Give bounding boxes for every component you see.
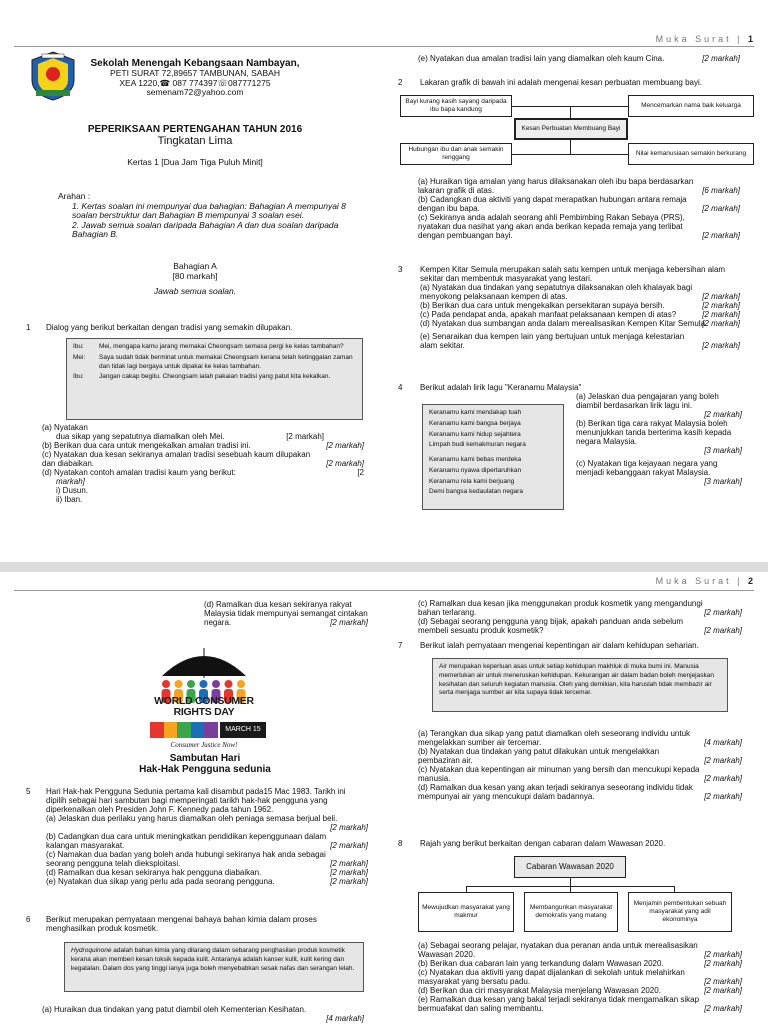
q6-a (42, 1006, 364, 1024)
q5-b-marks: [2 markah] (330, 840, 368, 850)
q7-a-marks: [4 markah] (704, 737, 742, 747)
poster-title-line1: WORLD CONSUMER (154, 695, 254, 707)
person-icon (175, 680, 183, 688)
dialog-speaker: Ibu: (73, 373, 84, 381)
q1-number: 1 (26, 323, 31, 332)
q1-c-marks: [2 markah] (326, 458, 364, 468)
q3-stem: Kempen Kitar Semula merupakan salah satu kempen untuk menjaga kebersihan alam sekitar dan membentuk masyarakat yang lestari. (420, 265, 726, 283)
lyric-line: Keranamu kami mendakap tuah (429, 409, 522, 416)
q2-box-bottom-left: Hubungan ibu dan anak semakin renggang (400, 143, 512, 165)
q7-number: 7 (398, 641, 403, 650)
poster-top-text: consumer protection (181, 643, 227, 649)
page-header-label: Muka Surat (655, 576, 732, 586)
header-rule (14, 46, 754, 47)
q6-cont (418, 600, 742, 636)
person-icon (200, 680, 208, 688)
q1-e-text: (e) Nyatakan dua amalan tradisi lain yang diamalkan oleh kaum Cina. (418, 54, 665, 63)
q7-parts (418, 730, 742, 802)
instructions (58, 192, 363, 240)
page-separator (0, 562, 768, 572)
instructions-head: Arahan : (58, 191, 91, 201)
dialog-line (73, 373, 356, 382)
q8-box-1: Mewujudkan masyarakat yang makmur (418, 892, 514, 932)
q8-box-3: Menjamin pembentukan sebuah masyarakat yang adil ekonominya (628, 892, 732, 932)
poster-title (138, 696, 270, 718)
q5-a: (a) Jelaskan dua perilaku yang harus diamalkan oleh peniaga semasa berjual beli. (46, 813, 338, 823)
school-email: semenam72@yahoo.com (146, 87, 244, 98)
q3-d-text: (d) Nyatakan dua sumbangan anda dalam merealisasikan Kempen Kitar Semula. (420, 318, 708, 328)
dialog-line (73, 343, 356, 352)
q7-stem: Berikut ialah pernyataan mengenai kepentingan air dalam kehidupan seharian. (420, 641, 699, 650)
q4-stem: Berikut adalah lirik lagu "Keranamu Malaysia" (420, 383, 582, 392)
q7-d-marks: [2 markah] (704, 791, 742, 801)
q2-c (418, 214, 740, 241)
q2-connector-bottom (512, 154, 628, 155)
q1-e (418, 55, 740, 64)
exam-level: Tingkatan Lima (157, 135, 233, 148)
page-header: Muka Surat | 1 (655, 34, 754, 44)
q5-e (46, 878, 368, 887)
lyric-line: Keranamu kami bebas merdeka (429, 456, 522, 464)
q4-d-marks: [2 markah] (330, 617, 368, 627)
q4-number: 4 (398, 383, 403, 392)
q2-a (418, 178, 740, 196)
q2-connector-up (570, 106, 571, 118)
q7-c (418, 766, 742, 784)
page-2 (0, 572, 768, 1024)
q7-a (418, 730, 742, 748)
q8-parts (418, 942, 742, 1014)
q8-e-text: (e) Ramalkan dua kesan yang bakal terjadi sekiranya tidak mengamalkan sikap bermuafakat dan saling membantu. (418, 994, 700, 1013)
page-header: Muka Surat | 2 (655, 576, 754, 586)
q1-a-marks: [2 markah] (286, 431, 324, 441)
exam-paper: Kertas 1 [Dua Jam Tiga Puluh Minit] (127, 156, 263, 167)
q2-a-marks: [6 markah] (702, 185, 740, 195)
q3-b-text: (b) Berikan dua cara untuk mengekalkan persekitaran supaya bersih. (420, 300, 665, 310)
school-block (80, 58, 310, 98)
q6-d (418, 618, 742, 636)
color-stripe (164, 722, 178, 738)
q1-c (42, 451, 364, 469)
q6-d-text: (d) Sebagai seorang pengguna yang bijak, apakah panduan anda sebelum membeli sesuatu produk kosmetik? (418, 616, 684, 635)
q8-d-text: (d) Berikan dua ciri masyarakat Malaysia menjelang Wawasan 2020. (418, 985, 661, 995)
q3-c-marks: [2 markah] (702, 309, 740, 319)
q2-box-bottom-right: Nilai kemanusiaan semakin berkurang (628, 143, 754, 165)
q5-d-text: (d) Ramalkan dua kesan sekiranya hak pengguna diabaikan. (46, 867, 262, 877)
school-name: Sekolah Menengah Kebangsaan Nambayan, (90, 58, 300, 69)
q2-b (418, 196, 740, 214)
q1-a-text: dua sikap yang sepatutnya diamalkan oleh Mei. (56, 431, 225, 441)
q6-box-text: adalah bahan kimia yang dilarang dalam sebarang penghasilan produk kosmetik kerana akan memberi kesan toksik kepada kulit. Antaranya adalah kanser kulit, kulit kering dan kegatalan. Dalam dos yang tinggi ianya juga boleh menyebabkan sesak nafas dan serangan lelah. (71, 947, 355, 972)
q4-a: (a) Jelaskan dua pengajaran yang boleh diambil berdasarkan lirik lagu ini. (576, 392, 719, 410)
color-stripe (204, 722, 218, 738)
q8-connector-stem (570, 878, 571, 886)
q7-c-text: (c) Nyatakan dua kepentingan air minuman yang bersih dan mencukupi kepada manusia. (418, 764, 700, 783)
q8-box-top: Cabaran Wawasan 2020 (514, 856, 626, 878)
q4-d (204, 601, 368, 628)
section-a (40, 262, 350, 297)
q7-d-text: (d) Ramalkan dua kesan yang akan terjadi sekiranya seseorang individu tidak mempunyai air yang mencukupi dalam badannya. (418, 782, 693, 801)
q6-c (418, 600, 742, 618)
q2-number: 2 (398, 78, 403, 87)
section-name: Bahagian A (173, 261, 217, 271)
dialog-speaker: Mei: (73, 353, 86, 361)
poster-tagline: Consumer Justice Now! (170, 741, 238, 749)
q4-parts (576, 393, 742, 487)
q4-c: (c) Nyatakan tiga kejayaan negara yang menjadi kebanggaan rakyat Malaysia. (576, 458, 718, 477)
header-rule (14, 590, 754, 591)
q7-b (418, 748, 742, 766)
caption-line1: Sambutan Hari (169, 753, 241, 764)
q2-stem: Lakaran grafik di bawah ini adalah mengenai kesan perbuatan membuang bayi. (420, 78, 702, 87)
q3-a-text: (a) Nyatakan dua tindakan yang sepatutnya dilaksanakan oleh khalayak bagi menyokong pelaksanaan kempen di atas. (420, 282, 693, 301)
q3-d (420, 320, 740, 329)
q3-b-marks: [2 markah] (702, 300, 740, 310)
q8-b-marks: [2 markah] (704, 958, 742, 968)
q3-e (420, 333, 740, 351)
poster-caption (120, 753, 290, 775)
q8-a-marks: [2 markah] (704, 949, 742, 959)
q8-a-text: (a) Sebagai seorang pelajar, nyatakan dua peranan anda untuk merealisasikan Wawasan 2020. (418, 941, 698, 959)
dialog-line (73, 354, 356, 372)
person-icon (225, 680, 233, 688)
q2-box-top-left: Bayi kurang kasih sayang daripada ibu bapa kandung (400, 95, 512, 117)
q7-box: Air merupakan keperluan asas untuk setiap kehidupan makhluk di muka bumi ini. Manusia memerlukan air untuk meneruskan kehidupan. Kekurangan air dalam badan boleh menjejaskan kesihatan dan seluruh kegiatan manusia. Oleh yang demikian, kita haruslah tidak membazir air serta menjaga sumber air kita supaya tidak tercemar. (432, 658, 728, 712)
q1-dialog-box (66, 338, 363, 420)
exam-title-block (40, 124, 350, 167)
q6-number: 6 (26, 915, 31, 924)
q6-c-text: (c) Ramalkan dua kesan jika menggunakan produk kosmetik yang mengandungi bahan terlarang. (418, 599, 703, 617)
q1-a: (a) Nyatakan (42, 423, 88, 432)
person-icon (237, 680, 245, 688)
instruction-2: 2. Jawab semua soalan daripada Bahagian A dan dua soalan daripada Bahagian B. (72, 219, 339, 240)
q1-d (42, 469, 364, 478)
q1-c-text: (c) Nyatakan dua kesan sekiranya amalan tradisi sesebuah kaum dilupakan dan diabaikan. (42, 449, 311, 468)
q6-box (64, 942, 364, 992)
q2-connector-down (570, 140, 571, 154)
q1-d-ii: ii) Iban. (56, 494, 83, 504)
q2-parts (418, 178, 740, 241)
dialog-text: Jangan cakap begitu. Cheongsam ialah pakaian tradisi yang patut kita kekalkan. (99, 373, 331, 381)
q3-e-marks: [2 markah] (702, 340, 740, 350)
lyric-line: Keranamu kami hidup sejahtera (429, 430, 521, 438)
section-marks: [80 markah] (172, 270, 218, 281)
q5-number: 5 (26, 787, 31, 796)
q4-b-marks: [3 markah] (704, 445, 742, 455)
q5-c-text: (c) Namakan dua badan yang boleh anda hubungi sekiranya hak anda sebagai seorang pengguna telah dieksploitasi. (46, 849, 326, 868)
q4-a-marks: [2 markah] (704, 409, 742, 419)
color-stripe (191, 722, 205, 738)
lyric-line: Demi bangsa kedaulatan negara (429, 488, 523, 496)
q1-e-marks: [2 markah] (702, 54, 740, 63)
q2-a-text: (a) Huraikan tiga amalan yang harus dilaksanakan oleh ibu bapa berdasarkan lakaran grafik di atas. (418, 177, 694, 195)
q6-c-marks: [2 markah] (704, 607, 742, 617)
q1-d-marks: [2 (357, 467, 364, 477)
q8-c-text: (c) Nyatakan dua aktiviti yang dapat dijalankan di sekolah untuk melahirkan masyarakat yang bersatu padu. (418, 967, 685, 986)
q6-stem: Berikut merupakan pernyataan mengenai bahaya bahan kimia dalam proses menghasilkan produk kosmetik. (46, 915, 317, 933)
school-crest-icon (30, 50, 76, 102)
q2-c-marks: [2 markah] (702, 230, 740, 240)
lyric-line: Keranamu kami bangsa berjaya (429, 419, 521, 427)
q4-b: (b) Berikan tiga cara rakyat Malaysia boleh menunjukkan tanda berterima kasih kepada negara Malaysia. (576, 418, 732, 446)
q2-b-text: (b) Cadangkan dua aktiviti yang dapat merapatkan hubungan antara remaja dengan ibu bapa. (418, 194, 687, 213)
q5-e-text: (e) Nyatakan dua sikap yang perlu ada pada seorang pengguna. (46, 876, 275, 886)
lyric-line: Keranamu rela kami berjuang (429, 477, 515, 485)
q5-block (46, 788, 368, 886)
q7-d (418, 784, 742, 802)
q5-a-marks: [2 markah] (330, 822, 368, 832)
q8-e (418, 996, 742, 1014)
q5-e-marks: [2 markah] (330, 876, 368, 886)
q5-b (46, 833, 368, 851)
section-instruction: Jawab semua soalan. (153, 286, 237, 297)
q6-box-keyword: Hydroquinone (71, 947, 112, 954)
q3-d-marks: [2 markah] (702, 318, 740, 328)
q8-d-marks: [2 markah] (704, 985, 742, 995)
q3-a-marks: [2 markah] (702, 291, 740, 301)
q6-d-marks: [2 markah] (704, 625, 742, 635)
q8-e-marks: [2 markah] (704, 1003, 742, 1013)
q3-c-text: (c) Pada pendapat anda, apakah manfaat pelaksanaan kempen di atas? (420, 309, 677, 319)
color-stripe (177, 722, 191, 738)
q1-stem: Dialog yang berikut berkaitan dengan tradisi yang semakin dilupakan. (46, 323, 293, 332)
person-icon (187, 680, 195, 688)
q5-b-text: (b) Cadangkan dua cara untuk meningkatkan pendidikan kepenggunaan dalam kalangan masyarakat. (46, 831, 327, 850)
q3-number: 3 (398, 265, 403, 274)
color-stripe (150, 722, 164, 738)
lyric-line: Keranamu nyawa dipertaruhkan (429, 466, 522, 474)
q3-e-text: (e) Senaraikan dua kempen lain yang bertujuan untuk menjaga kelestarian alam sekitar. (420, 331, 685, 350)
q5-stem: Hari Hak-hak Pengguna Sedunia pertama kali disambut pada15 Mac 1983. Tarikh ini dipilih sebagai hari sambutan bagi memperingati tarikh hak-hak pengguna yang diperkenalkan oleh Presiden John F. Kennedy pada tahun 1962. (46, 787, 346, 814)
q2-c-text: (c) Sekiranya anda adalah seorang ahli Pembimbing Rakan Sebaya (PRS), nyatakan dua nasihat yang akan anda berikan kepada remaja yang terlibat dengan pembuangan bayi. (418, 212, 685, 240)
dialog-speaker: Ibu: (73, 343, 84, 350)
page-number: 2 (747, 576, 754, 586)
q1-parts (42, 424, 364, 505)
q2-box-top-right: Mencemarkan nama baik keluarga (628, 95, 754, 117)
q5-c-marks: [2 markah] (330, 858, 368, 868)
dialog-text: Saya sudah tidak berminat untuk memakai Cheongsam kerana telah ketinggalan zaman dan tidak lagi bergaya untuk dipakai ke kelas tambahan. (99, 353, 353, 370)
q2-box-center: Kesan Perbuatan Membuang Bayi (514, 118, 628, 140)
poster-title-line2: RIGHTS DAY (173, 706, 235, 719)
q8-b-text: (b) Berikan dua cabaran lain yang terkandung dalam Wawasan 2020. (418, 958, 664, 968)
q1-d-marks-2: markah] (56, 476, 85, 486)
q4-c-marks: [3 markah] (704, 476, 742, 486)
q5-d-marks: [2 markah] (330, 867, 368, 877)
q7-c-marks: [2 markah] (704, 773, 742, 783)
poster-date: MARCH 15 (220, 722, 266, 738)
q6-a-text: (a) Huraikan dua tindakan yang patut diambil oleh Kementerian Kesihatan. (42, 1005, 307, 1014)
dialog-text: Mei, mengapa kamu jarang memakai Cheongsam semasa pergi ke kelas tambahan? (99, 343, 344, 350)
q8-a (418, 942, 742, 960)
q2-b-marks: [2 markah] (702, 203, 740, 213)
q8-stem: Rajah yang berikut berkaitan dengan cabaran dalam Wawasan 2020. (420, 839, 666, 848)
q8-c (418, 969, 742, 987)
q1-b-text: (b) Berikan dua cara untuk mengekalkan amalan tradisi ini. (42, 440, 251, 450)
person-icon (212, 680, 220, 688)
caption-line2: Hak-Hak Pengguna sedunia (139, 764, 271, 776)
instruction-1: 1. Kertas soalan ini mempunyai dua bahagian: Bahagian A mempunyai 8 soalan berstruktur dan Bahagian B mempunyai 3 soalan esei. (72, 200, 346, 221)
q3-block (420, 266, 740, 351)
q6-a-marks: [4 markah] (326, 1013, 364, 1023)
exam-title: PEPERIKSAAN PERTENGAHAN TAHUN 2016 (87, 124, 303, 135)
poster-color-stripes (150, 722, 218, 738)
q1-d-text: (d) Nyatakan contoh amalan tradisi kaum yang berikut: (42, 467, 236, 477)
school-address: PETI SURAT 72,89657 TAMBUNAN, SABAH (110, 68, 280, 79)
page-header-label: Muka Surat (655, 34, 732, 44)
lyric-line: Limpah budi kemakmuran negara (429, 441, 526, 449)
q7-b-text: (b) Nyatakan dua tindakan yang patut dilakukan untuk mengelakkan pembaziran air. (418, 746, 660, 765)
school-phone: XEA 1220,☎ 087 774397☏087771275 (119, 77, 271, 88)
q7-b-marks: [2 markah] (704, 755, 742, 765)
q8-number: 8 (398, 839, 403, 848)
q3-a (420, 284, 740, 302)
page-number: 1 (747, 34, 754, 44)
q8-c-marks: [2 markah] (704, 976, 742, 986)
q5-c (46, 851, 368, 869)
q4-d-text: (d) Ramalkan dua kesan sekiranya rakyat Malaysia tidak mempunyai semangat cintakan negara. (204, 600, 368, 627)
q7-a-text: (a) Terangkan dua sikap yang patut diamalkan oleh seseorang individu untuk mengelakkan sumber air tercemar. (418, 729, 691, 747)
q1-b-marks: [2 markah] (326, 440, 364, 450)
q8-box-2: Membangunkan masyarakat demokratis yang matang (524, 892, 618, 932)
q1-d-i: i) Dusun. (56, 485, 89, 495)
q4-lyrics-box (422, 404, 564, 510)
person-icon (162, 680, 170, 688)
